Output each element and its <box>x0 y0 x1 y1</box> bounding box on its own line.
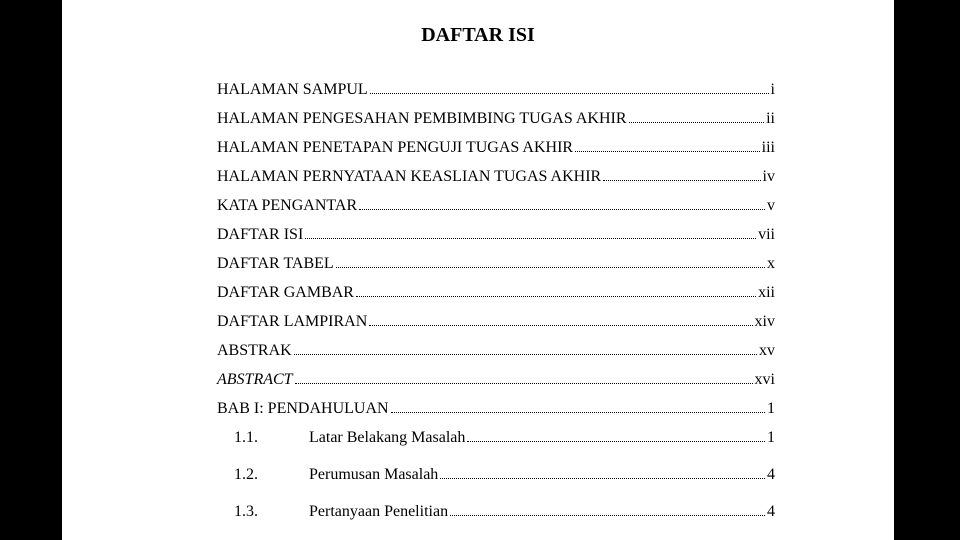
toc-entry-label: DAFTAR TABEL <box>217 255 334 272</box>
dot-leader <box>359 209 765 210</box>
toc-entry-page: iv <box>762 168 775 185</box>
toc-entry-abstrak <box>217 341 775 361</box>
toc-entry-page: vii <box>758 226 775 243</box>
toc-entry-label: DAFTAR ISI <box>217 226 304 243</box>
dot-leader <box>356 296 756 297</box>
toc-entry-label: HALAMAN PENETAPAN PENGUJI TUGAS AKHIR <box>217 139 574 156</box>
toc-entry-abstract <box>217 370 775 390</box>
toc-entry-label: ABSTRAK <box>217 342 292 359</box>
toc-subentry-number: 1.1. <box>234 429 258 446</box>
dot-leader <box>294 354 757 355</box>
toc-entry-halaman-sampul <box>217 80 775 100</box>
dot-leader <box>391 412 765 413</box>
dot-leader <box>369 325 752 326</box>
dot-leader <box>305 238 756 239</box>
toc-entry-bab-1 <box>217 399 775 419</box>
dot-leader <box>370 93 769 94</box>
toc-subentry-1-3 <box>234 502 775 522</box>
toc-subentry-label: Pertanyaan Penelitian <box>309 503 449 520</box>
toc-entry-page: i <box>770 81 775 98</box>
toc-entry-page: xv <box>759 342 775 359</box>
toc-entry-page: v <box>767 197 775 214</box>
toc-subentry-label: Latar Belakang Masalah <box>309 429 466 446</box>
toc-subentry-number: 1.3. <box>234 503 258 520</box>
dot-leader <box>440 478 765 479</box>
toc-entry-penetapan <box>217 138 775 158</box>
dot-leader <box>603 180 760 181</box>
toc-entry-label: HALAMAN SAMPUL <box>217 81 368 98</box>
document-page <box>62 0 894 540</box>
toc-entry-page: xvi <box>754 371 775 388</box>
dot-leader <box>336 267 765 268</box>
dot-leader <box>629 122 765 123</box>
toc-entry-page: xii <box>758 284 775 301</box>
toc-subentry-label: Perumusan Masalah <box>309 466 439 483</box>
toc-subentry-1-1 <box>234 428 775 448</box>
toc-subentry-1-2 <box>234 465 775 485</box>
dot-leader <box>575 151 760 152</box>
toc-entry-daftar-gambar <box>217 283 775 303</box>
toc-subentry-number: 1.2. <box>234 466 258 483</box>
toc-entry-page: iii <box>761 139 775 156</box>
toc-entry-label: BAB I: PENDAHULUAN <box>217 400 389 417</box>
toc-entry-daftar-isi <box>217 225 775 245</box>
toc-subentry-page: 4 <box>767 466 775 483</box>
toc-entry-label: HALAMAN PERNYATAAN KEASLIAN TUGAS AKHIR <box>217 168 602 185</box>
toc-entry-label: KATA PENGANTAR <box>217 197 358 214</box>
toc-entry-page: 1 <box>767 400 775 417</box>
dot-leader <box>295 383 753 384</box>
toc-entry-kata-pengantar <box>217 196 775 216</box>
toc-entry-label: ABSTRACT <box>217 371 293 388</box>
toc-subentry-page: 1 <box>767 429 775 446</box>
toc-subentry-page: 4 <box>767 503 775 520</box>
toc-entry-label: DAFTAR LAMPIRAN <box>217 313 368 330</box>
toc-entry-daftar-tabel <box>217 254 775 274</box>
toc-entry-page: ii <box>766 110 775 127</box>
toc-entry-daftar-lampiran <box>217 312 775 332</box>
toc-entry-page: xiv <box>754 313 775 330</box>
toc-entry-page: x <box>767 255 775 272</box>
toc-entry-pernyataan <box>217 167 775 187</box>
dot-leader <box>450 515 765 516</box>
page-title: DAFTAR ISI <box>421 24 535 46</box>
toc-entry-pengesahan <box>217 109 775 129</box>
dot-leader <box>467 441 765 442</box>
toc-entry-label: HALAMAN PENGESAHAN PEMBIMBING TUGAS AKHIR <box>217 110 627 127</box>
toc-entry-label: DAFTAR GAMBAR <box>217 284 354 301</box>
